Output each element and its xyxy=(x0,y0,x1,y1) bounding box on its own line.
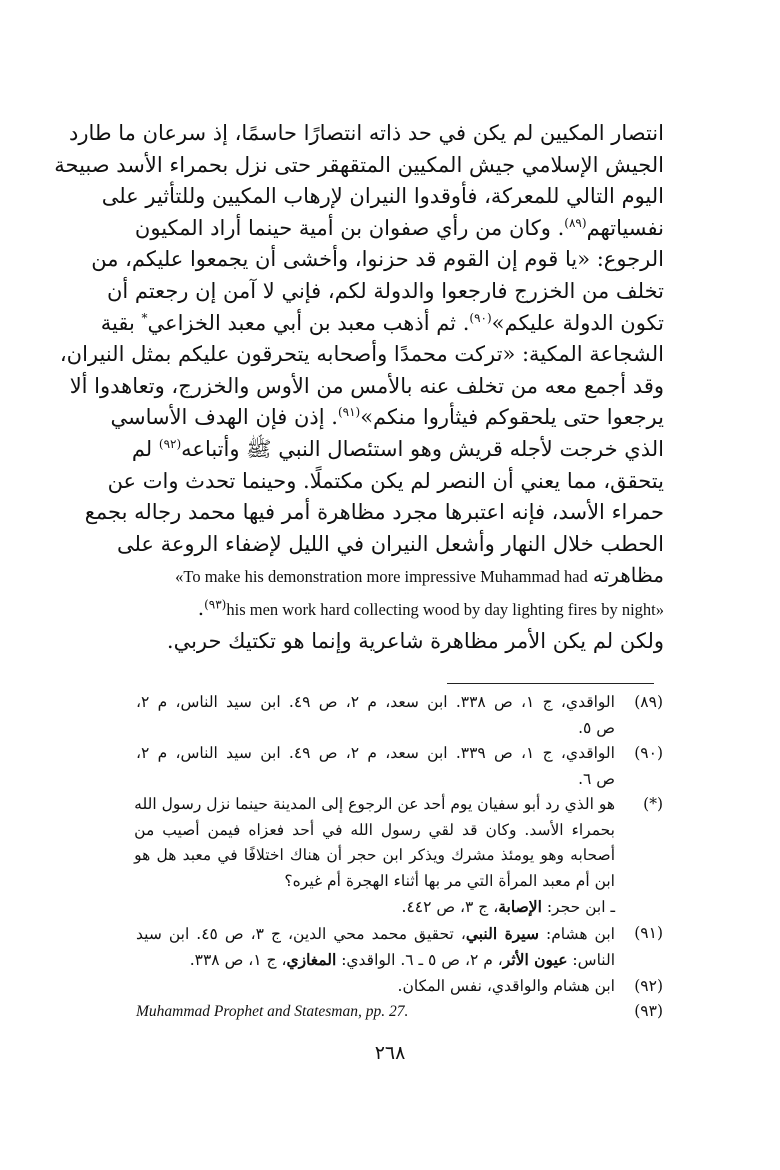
main-text xyxy=(54,118,664,657)
footnote-ref-91: (٩١) xyxy=(337,405,361,420)
page-number: ٢٦٨ xyxy=(374,1042,406,1064)
footnote-line: أصحابه وهو يومئذ مشرك ويذكر ابن حجر أن هناك اختلافًا في معبد هل هو xyxy=(134,846,615,864)
text-line: يرجعوا حتى يلحقوكم فيثأروا منكم»$^{(٩١)}$. إذن فإن الهدف الأساسي xyxy=(110,405,664,430)
footnote-number: (٩٣) xyxy=(634,1002,663,1020)
footnote-line: الواقدي، ج ١، ص ٣٣٨. ابن سعد، م ٢، ص ٤٩. ابن سيد الناس، م ٢، xyxy=(136,693,615,711)
text-line: تكون الدولة عليكم»$^{(٩٠)}$. ثم أذهب معبد بن أبي معبد الخزاعي* بقية xyxy=(100,310,664,335)
text-line-quote: مظاهرته «To make his demonstration more impressive Muhammad had xyxy=(175,563,664,588)
footnote-ref-star: * xyxy=(141,310,148,325)
text-line: يتحقق، مما يعني أن النصر لم يكن مكتملًا. وحينما تحدث وات عن xyxy=(107,468,664,493)
text-line: الشجاعة المكية: «تركت محمدًا وأصحابه يتحرقون عليكم بمثل النيران، xyxy=(59,342,664,367)
footnote-ref-90: (٩٠) xyxy=(469,310,492,325)
footnote-number: (٩٢) xyxy=(634,976,663,995)
footnote-number: (٨٩) xyxy=(634,693,663,711)
footnote-divider xyxy=(447,683,654,684)
footnote-line: هو الذي رد أبو سفيان يوم أحد عن الرجوع إلى المدينة حينما نزل رسول الله xyxy=(134,795,615,813)
text-line: ولكن لم يكن الأمر مظاهرة شاعرية وإنما هو تكتيك حربي. xyxy=(166,628,664,653)
footnote-star xyxy=(136,792,663,894)
footnote-number: (٩٠) xyxy=(634,744,663,762)
footnote-93 xyxy=(136,999,663,1025)
footnote-number: (٩١) xyxy=(634,923,663,942)
text-line: الذي خرجت لأجله قريش وهو استئصال النبي ﷺ وأتباعه$^{(٩٢)}$ لم xyxy=(131,436,664,461)
text-line: الرجوع: «يا قوم إن القوم قد حزنوا، وأخشى أن يجمعوا عليكم، من xyxy=(91,247,664,272)
footnote-90 xyxy=(136,741,663,792)
footnote-line: ابن أم معبد المرأة التي مر بها أثناء الهجرة أم غيره؟ xyxy=(284,871,615,890)
footnote-number: (*) xyxy=(643,795,663,813)
footnote-ref-93: (٩٣) xyxy=(204,597,227,612)
text-line: الجيش الإسلامي جيش المكيين المتقهقر حتى نزل بحمراء الأسد صبيحة xyxy=(54,152,664,177)
footnote-line: ص ٥. xyxy=(578,718,615,737)
text-line: وقد أجمع معه من تخلف عنه بالأمس من الأوس والخزرج، وتعاهدوا ألا xyxy=(69,373,664,398)
text-line-quote: his men work hard collecting wood by day lighting fires by night»$^{(٩٣)}$. xyxy=(197,595,664,620)
footnote-line: الواقدي، ج ١، ص ٣٣٩. ابن سعد، م ٢، ص ٤٩. ابن سيد الناس، م ٢، xyxy=(136,744,615,762)
footnotes xyxy=(136,690,663,1025)
text-line: الحطب خلال النهار وأشعل النيران في الليل لإضفاء الروعة على xyxy=(116,531,664,556)
footnote-line: ابن هشام والواقدي، نفس المكان. xyxy=(397,976,615,995)
footnote-line: ـ ابن حجر: الإصابة، ج ٣، ص ٤٤٢. xyxy=(401,897,615,916)
footnote-line: ص ٦. xyxy=(578,769,615,788)
text-line: اليوم التالي للمعركة، فأوقدوا النيران لإرهاب المكيين وللتأثير على xyxy=(101,184,664,209)
footnote-ref-92: (٩٢) xyxy=(158,436,182,451)
footnote-line: ابن هشام: سيرة النبي، تحقيق محمد محي الدين، ج ٣، ص ٤٥. ابن سيد xyxy=(136,923,615,943)
footnote-92 xyxy=(136,974,663,1000)
footnote-89 xyxy=(136,690,663,741)
footnote-star-source xyxy=(136,894,663,921)
text-line: حمراء الأسد، فإنه اعتبرها مجرد مظاهرة أمر فيها محمد رجاله بجمع xyxy=(84,500,664,525)
text-line: انتصار المكيين لم يكن في حد ذاته انتصارًا حاسمًا، إذ سرعان ما طارد xyxy=(68,121,664,145)
text-line: تخلف من الخزرج فارجعوا والدولة لكم، فإني لا آمن إن رجعتم أن xyxy=(106,278,664,303)
footnote-ref-89: (٨٩) xyxy=(564,215,587,230)
footnote-line: الناس: عيون الأثر، م ٢، ص ٥ ـ ٦. الواقدي: المغازي، ج ١، ص ٣٣٨. xyxy=(189,950,615,969)
footnote-line: بحمراء الأسد. وكان قد لقي رسول الله في أحد فعزاه فيمن أصيب من xyxy=(134,820,615,839)
footnote-91 xyxy=(136,921,663,974)
text-line: نفسياتهم$^{(٨٩)}$. وكان من رأي صفوان بن أمية حينما أراد المكيون xyxy=(134,215,664,240)
footnote-line: Muhammad Prophet and Statesman, pp. 27. xyxy=(136,1003,409,1020)
